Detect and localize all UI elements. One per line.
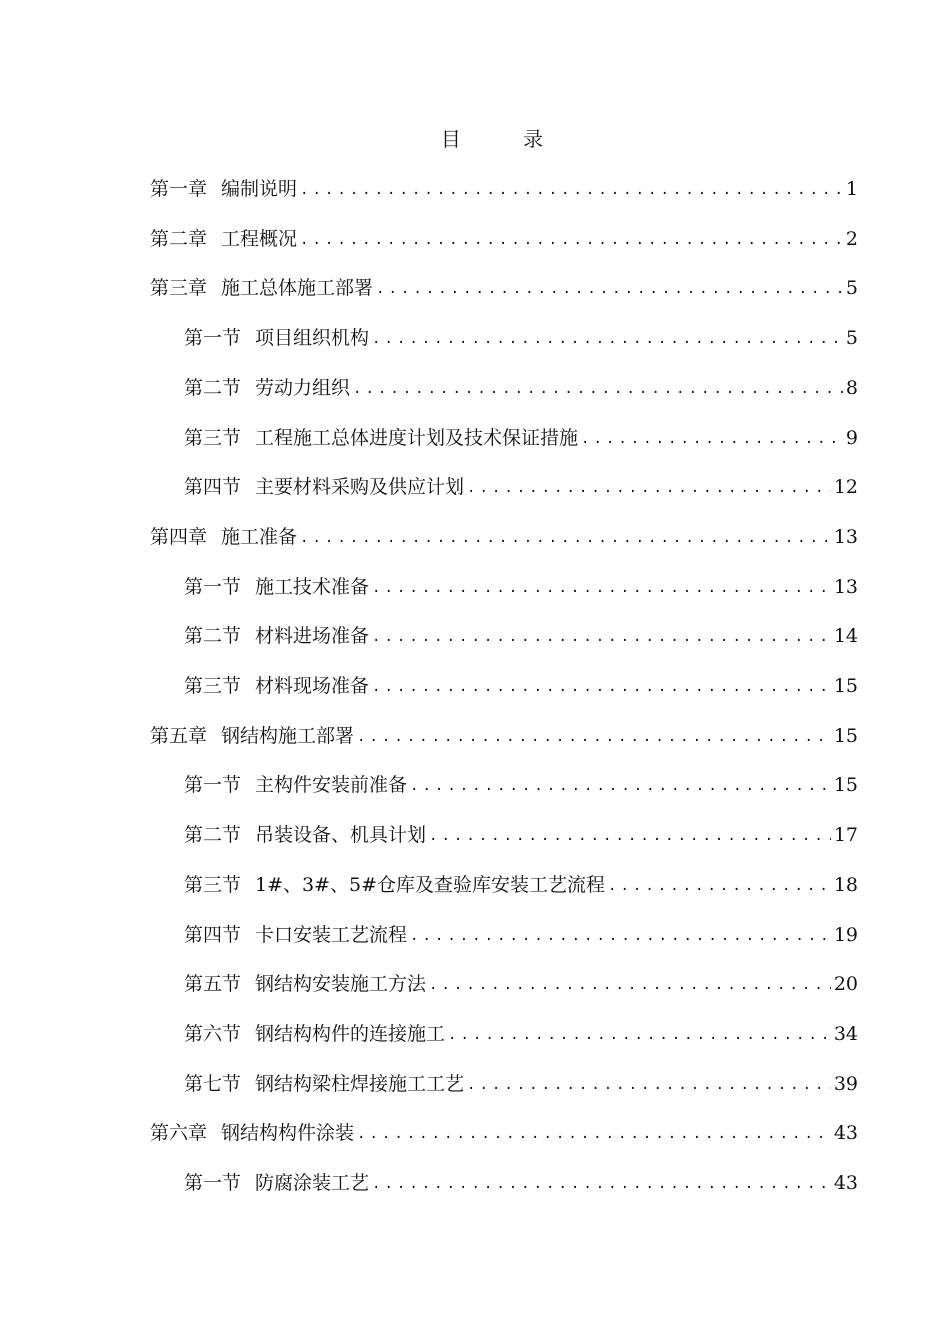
toc-entry-page-number: 19 [833, 924, 858, 946]
toc-entry-prefix: 第二节 [184, 625, 242, 647]
dot-leader [467, 1074, 831, 1099]
dot-leader [357, 726, 831, 751]
toc-entry-section[interactable] [184, 323, 858, 353]
toc-entry-section[interactable] [184, 671, 858, 701]
toc-entry-title: 1#、3#、5#仓库及查验库安装工艺流程 [255, 874, 606, 896]
dot-leader [300, 527, 831, 552]
dot-leader [300, 229, 843, 254]
toc-entry-page-number: 18 [833, 874, 858, 896]
dot-leader [372, 676, 831, 701]
toc-entry-prefix: 第三节 [184, 427, 242, 449]
toc-entry-title: 材料现场准备 [255, 675, 370, 697]
dot-leader [467, 477, 831, 502]
toc-entry-title: 吊装设备、机具计划 [255, 824, 427, 846]
toc-entry-page-number: 2 [845, 228, 858, 250]
toc-entry-title: 施工总体施工部署 [221, 277, 374, 299]
toc-entry-chapter[interactable] [150, 721, 858, 751]
toc-entry-section[interactable] [184, 373, 858, 403]
toc-entry-page-number: 43 [833, 1122, 858, 1144]
toc-entry-section[interactable] [184, 969, 858, 999]
dot-leader [581, 428, 843, 453]
toc-entry-title: 钢结构构件涂装 [221, 1122, 355, 1144]
toc-entry-section[interactable] [184, 572, 858, 602]
toc-entry-prefix: 第三章 [150, 277, 208, 299]
dot-leader [608, 875, 831, 900]
toc-entry-chapter[interactable] [150, 273, 858, 303]
toc-entry-page-number: 12 [833, 476, 858, 498]
toc-entry-title: 钢结构梁柱焊接施工工艺 [255, 1073, 465, 1095]
toc-entry-section[interactable] [184, 1168, 858, 1198]
dot-leader [410, 925, 831, 950]
dot-leader [300, 179, 843, 204]
toc-entry-title: 主要材料采购及供应计划 [255, 476, 465, 498]
dot-leader [353, 378, 843, 403]
toc-entry-section[interactable] [184, 920, 858, 950]
toc-entry-page-number: 5 [845, 327, 858, 349]
toc-entry-chapter[interactable] [150, 224, 858, 254]
dot-leader [429, 825, 831, 850]
toc-entry-prefix: 第六章 [150, 1122, 208, 1144]
toc-entry-prefix: 第四节 [184, 924, 242, 946]
toc-entry-page-number: 34 [833, 1023, 858, 1045]
toc-entry-prefix: 第三节 [184, 874, 242, 896]
toc-entry-title: 卡口安装工艺流程 [255, 924, 408, 946]
toc-entry-prefix: 第五章 [150, 725, 208, 747]
toc-entry-prefix: 第三节 [184, 675, 242, 697]
dot-leader [429, 974, 831, 999]
toc-entry-section[interactable] [184, 621, 858, 651]
toc-entry-page-number: 39 [833, 1073, 858, 1095]
toc-entry-page-number: 13 [833, 526, 858, 548]
toc-entry-chapter[interactable] [150, 522, 858, 552]
dot-leader [372, 626, 831, 651]
toc-entry-prefix: 第二章 [150, 228, 208, 250]
toc-entry-prefix: 第二节 [184, 377, 242, 399]
toc-entry-page-number: 43 [833, 1172, 858, 1194]
toc-entry-page-number: 20 [833, 973, 858, 995]
toc-entry-page-number: 8 [845, 377, 858, 399]
toc-entry-prefix: 第四章 [150, 526, 208, 548]
toc-entry-section[interactable] [184, 1019, 858, 1049]
toc-entry-prefix: 第七节 [184, 1073, 242, 1095]
toc-entry-title: 材料进场准备 [255, 625, 370, 647]
toc-entry-prefix: 第一节 [184, 576, 242, 598]
toc-entry-page-number: 13 [833, 576, 858, 598]
toc-entry-section[interactable] [184, 770, 858, 800]
toc-entry-prefix: 第一章 [150, 178, 208, 200]
toc-entry-title: 项目组织机构 [255, 327, 370, 349]
dot-leader [376, 278, 843, 303]
dot-leader [372, 328, 843, 353]
toc-entry-page-number: 5 [845, 277, 858, 299]
toc-entry-title: 工程概况 [221, 228, 298, 250]
toc-entry-section[interactable] [184, 423, 858, 453]
toc-entry-title: 钢结构施工部署 [221, 725, 355, 747]
toc-entry-title: 主构件安装前准备 [255, 774, 408, 796]
dot-leader [372, 1173, 831, 1198]
toc-entry-prefix: 第六节 [184, 1023, 242, 1045]
toc-entry-chapter[interactable] [150, 1118, 858, 1148]
toc-entry-chapter[interactable] [150, 174, 858, 204]
dot-leader [357, 1123, 831, 1148]
dot-leader [410, 775, 831, 800]
page-title: 目 录 [440, 127, 572, 151]
toc-entry-title: 编制说明 [221, 178, 298, 200]
toc-entry-prefix: 第四节 [184, 476, 242, 498]
toc-entry-prefix: 第一节 [184, 1172, 242, 1194]
toc-entry-page-number: 14 [833, 625, 858, 647]
toc-entry-section[interactable] [184, 472, 858, 502]
toc-entry-page-number: 15 [833, 774, 858, 796]
toc-entry-page-number: 1 [845, 178, 858, 200]
toc-entry-section[interactable] [184, 820, 858, 850]
toc-entry-title: 工程施工总体进度计划及技术保证措施 [255, 427, 579, 449]
toc-entry-page-number: 15 [833, 725, 858, 747]
dot-leader [372, 577, 831, 602]
dot-leader [448, 1024, 831, 1049]
toc-entry-title: 防腐涂装工艺 [255, 1172, 370, 1194]
toc-entry-title: 施工准备 [221, 526, 298, 548]
toc-entry-page-number: 17 [833, 824, 858, 846]
toc-entry-section[interactable] [184, 870, 858, 900]
toc-entry-page-number: 9 [845, 427, 858, 449]
toc-entry-title: 施工技术准备 [255, 576, 370, 598]
toc-entry-title: 劳动力组织 [255, 377, 351, 399]
toc-entry-prefix: 第一节 [184, 327, 242, 349]
toc-entry-prefix: 第五节 [184, 973, 242, 995]
toc-entry-title: 钢结构构件的连接施工 [255, 1023, 446, 1045]
toc-entry-prefix: 第二节 [184, 824, 242, 846]
toc-entry-section[interactable] [184, 1069, 858, 1099]
toc-entry-title: 钢结构安装施工方法 [255, 973, 427, 995]
toc-entry-page-number: 15 [833, 675, 858, 697]
toc-entry-prefix: 第一节 [184, 774, 242, 796]
